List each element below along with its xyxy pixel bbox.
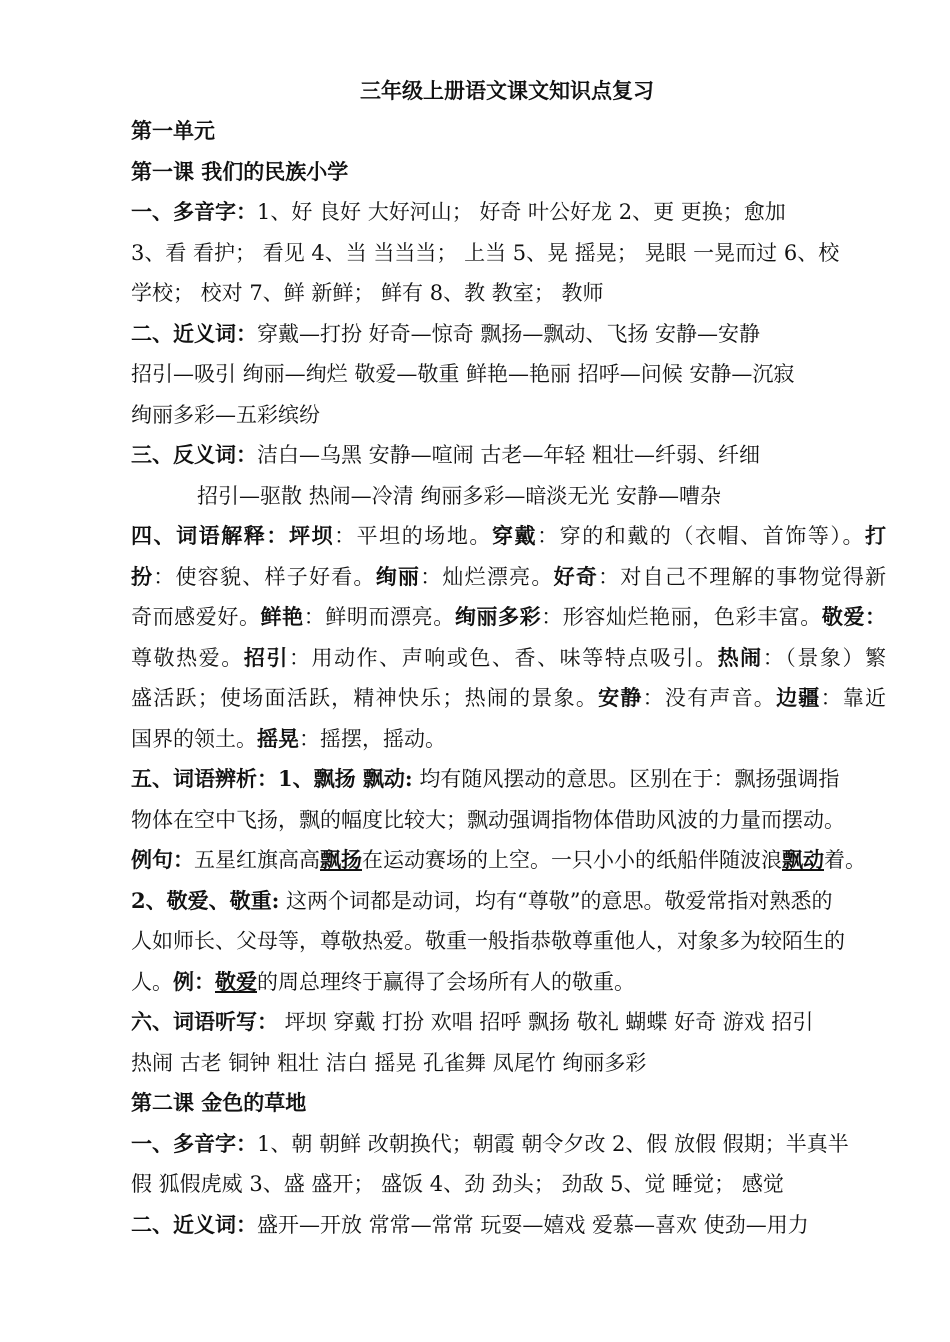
lesson1-tingxie-line2: 热闹 古老 铜钟 粗壮 洁白 摇晃 孔雀舞 凤尾竹 绚丽多彩 (131, 1051, 647, 1075)
lesson2-duoyin-line2: 假 狐假虎威 3、盛 盛开； 盛饭 4、劲 劲头； 劲敌 5、觉 睡觉； 感觉 (131, 1172, 784, 1196)
lesson1-jinyi-line2: 招引—吸引 绚丽—绚烂 敬爱—敬重 鲜艳—艳丽 招呼—问候 安静—沉寂 (131, 362, 795, 386)
lesson1-bianxi-line1: 五、词语辨析：1、飘扬 飘动: 均有随风摆动的意思。区别在于：飘扬强调指 (131, 766, 840, 791)
lesson1-jieshi-line5: 盛活跃；使场面活跃，精神快乐；热闹的景象。安静：没有声音。边疆：靠近 (131, 685, 887, 710)
lesson2-heading: 第二课 金色的草地 (131, 1090, 307, 1115)
lesson1-jieshi-line2: 扮：使容貌、样子好看。绚丽：灿烂漂亮。好奇：对自己不理解的事物觉得新 (131, 564, 887, 589)
lesson1-jieshi-line1: 四、词语解释：坪坝：平坦的场地。穿戴：穿的和戴的（衣帽、首饰等）。打 (131, 523, 887, 548)
lesson1-duoyin-line2: 3、看 看护； 看见 4、当 当当当； 上当 5、晃 摇晃； 晃眼 一晃而过 6、校 (131, 241, 840, 265)
lesson1-jieshi-line4: 尊敬热爱。招引：用动作、声响或色、香、味等特点吸引。热闹：（景象）繁 (131, 645, 887, 670)
lesson1-jieshi-line3: 奇而感爱好。鲜艳：鲜明而漂亮。绚丽多彩：形容灿烂艳丽，色彩丰富。敬爱： (131, 604, 887, 629)
lesson1-tingxie-line1: 六、词语听写： 坪坝 穿戴 打扮 欢唱 招呼 飘扬 敬礼 蝴蝶 好奇 游戏 招引 (131, 1009, 814, 1034)
section-label: 二、近义词： (131, 321, 257, 346)
section-label: 三、反义词： (131, 442, 257, 467)
lesson1-bianxi-line2: 物体在空中飞扬，飘的幅度比较大；飘动强调指物体借助风波的力量而摆动。 (131, 808, 845, 832)
lesson1-duoyin-line1: 一、多音字：1、好 良好 大好河山； 好奇 叶公好龙 2、更 更换；愈加 (131, 199, 786, 224)
lesson2-duoyin-line1: 一、多音字：1、朝 朝鲜 改朝换代；朝霞 朝令夕改 2、假 放假 假期；半真半 (131, 1131, 849, 1156)
lesson1-duoyin-line3: 学校； 校对 7、鲜 新鲜； 鲜有 8、教 教室； 教师 (131, 281, 604, 305)
lesson1-jinyi-line3: 绚丽多彩—五彩缤纷 (131, 403, 320, 427)
lesson1-jieshi-line6: 国界的领土。摇晃：摇摆，摇动。 (131, 726, 446, 751)
lesson1-bianxi2-line2: 人如师长、父母等，尊敬热爱。敬重一般指恭敬尊重他人，对象多为较陌生的 (131, 929, 845, 953)
lesson1-liju-line: 例句：五星红旗高高飘扬在运动赛场的上空。一只小小的纸船伴随波浪飘动着。 (131, 847, 866, 872)
page-title: 三年级上册语文课文知识点复习 (360, 78, 654, 103)
lesson1-heading: 第一课 我们的民族小学 (131, 159, 349, 184)
unit-heading: 第一单元 (131, 118, 215, 143)
lesson1-fanyi-line2: 招引—驱散 热闹—冷清 绚丽多彩—暗淡无光 安静—嘈杂 (197, 484, 722, 508)
lesson1-bianxi2-line3: 人。例：敬爱的周总理终于赢得了会场所有人的敬重。 (131, 969, 635, 994)
section-label: 一、多音字： (131, 199, 257, 224)
lesson2-jinyi-line1: 二、近义词：盛开—开放 常常—常常 玩耍—嬉戏 爱慕—喜欢 使劲—用力 (131, 1212, 809, 1237)
lesson1-jinyi-line1: 二、近义词：穿戴—打扮 好奇—惊奇 飘扬—飘动、飞扬 安静—安静 (131, 321, 761, 346)
lesson1-fanyi-line1: 三、反义词：洁白—乌黑 安静—喧闹 古老—年轻 粗壮—纤弱、纤细 (131, 442, 761, 467)
lesson1-bianxi2-line1: 2、敬爱、敬重: 这两个词都是动词，均有“尊敬”的意思。敬爱常指对熟悉的 (131, 888, 833, 913)
